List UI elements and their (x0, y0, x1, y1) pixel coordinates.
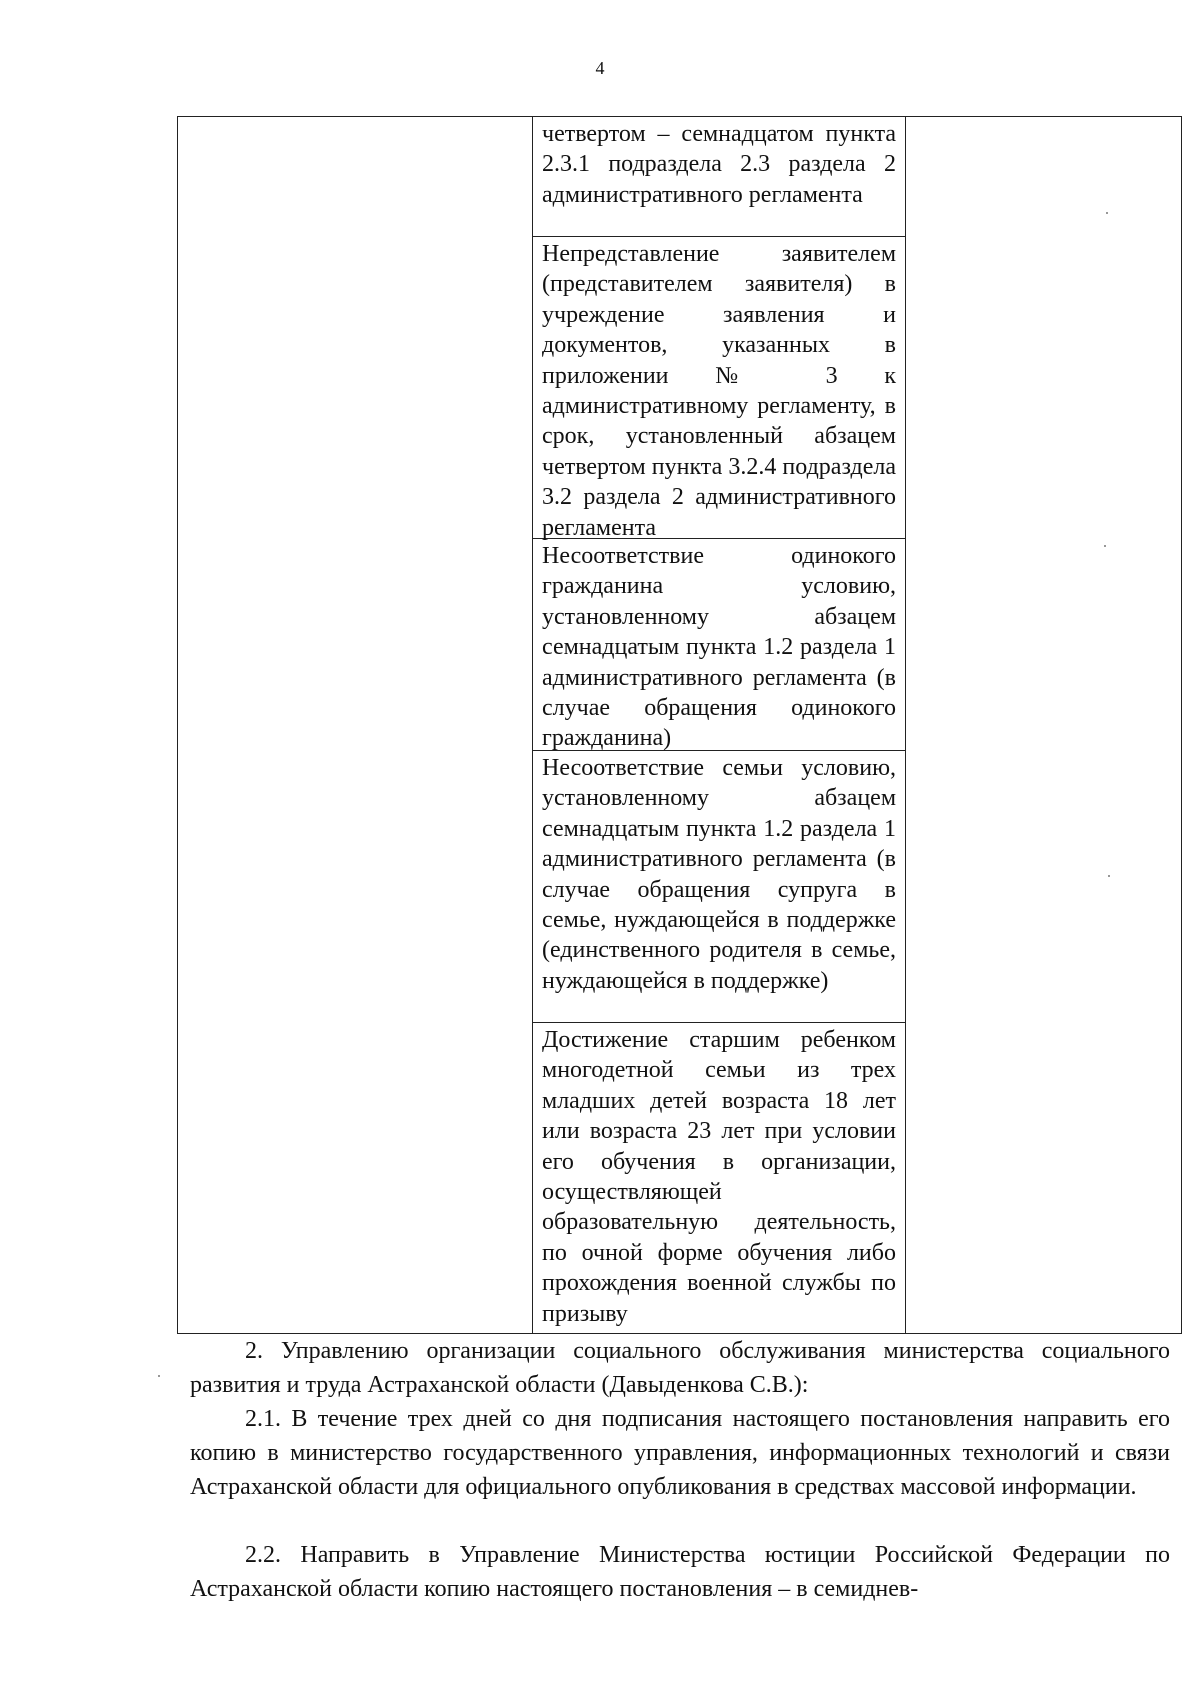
table-cell: Непредставление заявителем (представителем заявителя) в учреждение заявления и документов, указанных в приложении № 3 к административному регламенту, в срок, установленный абзацем четвертом пункта 3.2.4 подраздела 3.2 раздела 2 административного регламента (533, 237, 905, 539)
scan-speck (158, 1375, 160, 1377)
table-cell: Достижение старшим ребенком многодетной семьи из трех младших детей возраста 18 лет или возраста 23 лет при условии его обучения в организации, осуществляющей образовательную деятельность, по очной форме обучения либо прохождения военной службы по призыву (542, 1027, 896, 1327)
page-number: 4 (595, 58, 605, 78)
table-column-left (178, 117, 533, 1333)
document-table (177, 116, 1182, 1334)
scan-speck (1104, 545, 1106, 547)
scan-speck (1106, 212, 1108, 214)
paragraph: 2.2. Направить в Управление Министерства юстиции Российской Федерации по Астраханской области копию настоящего постановления – в семиднев- (190, 1542, 1170, 1602)
table-cell: Несоответствие семьи условию, установленному абзацем семнадцатым пункта 1.2 раздела 1 административного регламента (в случае обращения супруга в семье, нуждающейся в поддержке (единственного родителя в семье, нуждающейся в поддержке) (533, 751, 905, 1023)
paragraph: 2. Управлению организации социального обслуживания министерства социального развития и труда Астраханской области (Давыденкова С.В.): (190, 1338, 1170, 1398)
scan-speck (1108, 875, 1110, 877)
table-column-middle (533, 117, 905, 1333)
table-cell: четвертом – семнадцатом пункта 2.3.1 подраздела 2.3 раздела 2 административного регламента (533, 117, 905, 237)
paragraph: 2.1. В течение трех дней со дня подписания настоящего постановления направить его копию в министерство государственного управления, информационных технологий и связи Астраханской области для официального опубликования в средствах массовой информации. (190, 1406, 1170, 1500)
table-cell: Несоответствие одинокого гражданина условию, установленному абзацем семнадцатым пункта 1.2 раздела 1 административного регламента (в случае обращения одинокого гражданина) (533, 539, 905, 751)
table-column-right (905, 117, 1181, 1333)
